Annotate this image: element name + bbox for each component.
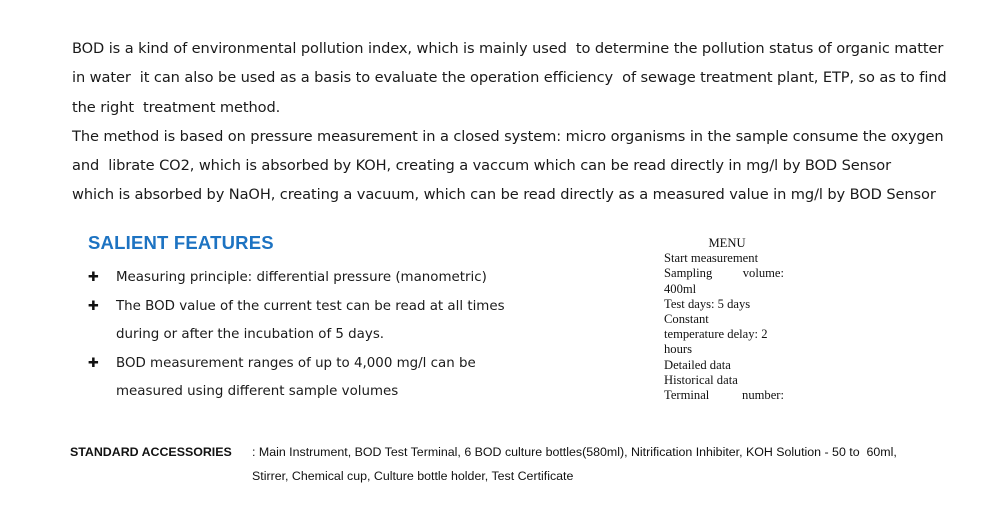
accessories-label: STANDARD ACCESSORIES [70,445,232,459]
menu-item: Historical data [664,372,738,387]
menu-item: temperature delay: 2 [664,327,768,342]
plus-bullet-icon: ✚ [88,270,99,285]
menu-item: 400ml [664,281,697,296]
feature-text: Measuring principle: differential pressure (manometric) [116,270,487,285]
plus-bullet-icon: ✚ [88,298,99,314]
feature-item [88,350,558,407]
feature-item [88,264,558,293]
intro-line: BOD is a kind of environmental pollution index, which is mainly used to determine the pollution status of organic matter [72,40,944,57]
intro-line: the right treatment method. [72,98,281,116]
intro-paragraph [72,34,972,210]
feature-item [88,293,558,350]
menu-item: hours [664,342,692,357]
menu-title: MENU [708,236,746,250]
menu-item: Test days: 5 days [664,296,751,311]
menu-item: Constant [664,312,709,327]
plus-bullet-icon: ✚ [88,355,99,371]
menu-item: Terminal number: [664,388,784,403]
salient-features-heading: SALIENT FEATURES [88,232,274,253]
menu-item: Sampling volume: [664,266,784,281]
menu-panel [664,236,784,403]
features-list [88,264,558,407]
accessories-text: : Main Instrument, BOD Test Terminal, 6 BOD culture bottles(580ml), Nitrification Inhibiter, KOH Solution - 50 to 60ml, Stirrer, Chemical cup, Culture bottle holder, Test Certificate [252,445,897,483]
menu-item: Detailed data [664,357,731,372]
feature-text: BOD measurement ranges of up to 4,000 mg/l can be measured using different sample volumes [116,355,476,399]
feature-text: The BOD value of the current test can be read at all times during or after the incubation of 5 days. [116,298,505,342]
intro-line: which is absorbed by NaOH, creating a vacuum, which can be read directly as a measured value in mg/l by BOD Sensor [72,186,936,204]
menu-item: Start measurement [664,251,759,266]
intro-line: and librate CO2, which is absorbed by KOH, creating a vaccum which can be read directly in mg/l by BOD Sensor [72,157,892,175]
intro-line: The method is based on pressure measurement in a closed system: micro organisms in the sample consume the oxygen [72,127,944,145]
intro-line: in water it can also be used as a basis to evaluate the operation efficiency of sewage treatment plant, ETP, so as to find [72,69,947,87]
